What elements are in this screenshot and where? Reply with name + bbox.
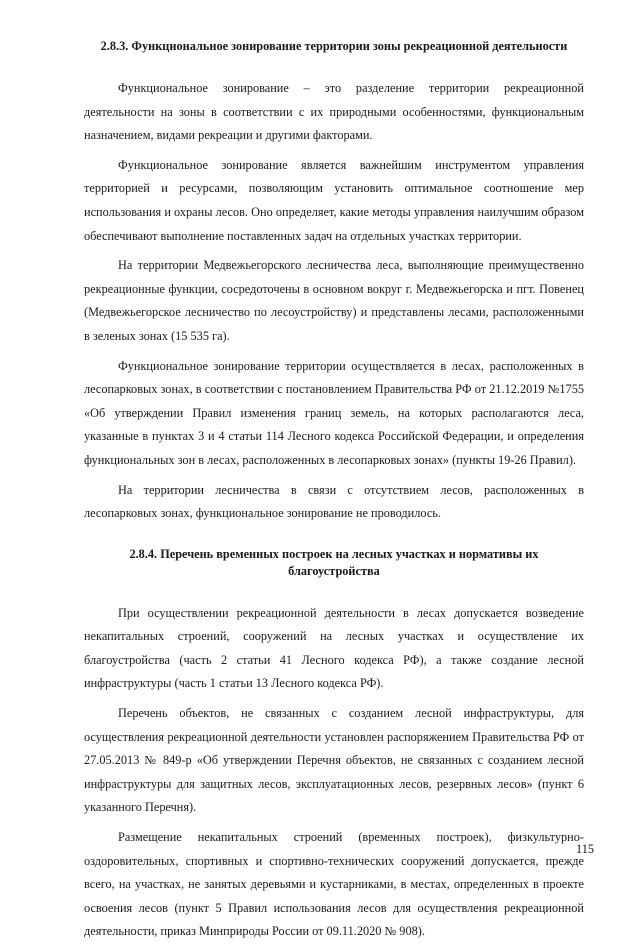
paragraph: Функциональное зонирование является важнейшим инструментом управления территорией и ресурсами, позволяющим установить оптимальное соотношение мер использования и охраны лесов. Оно определяет, какие методы управления наилучшим образом обеспечивают выполнение поставленных задач на отдельных участках территории. [84,157,584,243]
paragraph: Функциональное зонирование – это разделение территории рекреационной деятельности на зоны в соответствии с их природными особенностями, функциональным назначением, видами рекреации и другими факторами. [84,81,584,143]
section-heading-2-8-3: 2.8.3. Функциональное зонирование территории зоны рекреационной деятельности [100,39,568,53]
page-content [84,30,584,950]
paragraph: Размещение некапитальных строений (временных построек), физкультурно-оздоровительных, спортивных и спортивно-технических сооружений допускается, прежде всего, на участках, не занятых деревьями и кустарниками, в местах, определенных в проекте освоения лесов (пункт 5 Правил использования лесов для осуществления рекреационной деятельности, приказ Минприроды России от 09.11.2020 № 908). [84,830,584,939]
paragraph: Функциональное зонирование территории осуществляется в лесах, расположенных в лесопарковых зонах, в соответствии с постановлением Правительства РФ от 21.12.2019 №1755 «Об утверждении Правил изменения границ земель, на которых располагаются леса, указанные в пунктах 3 и 4 статьи 114 Лесного кодекса Российской Федерации, и определения функциональных зон в лесах, расположенных в лесопарковых зонах» (пункты 19-26 Правил). [84,358,584,467]
paragraph: На территории Медвежьегорского лесничества леса, выполняющие преимущественно рекреационные функции, сосредоточены в основном вокруг г. Медвежьегорска и пгт. Повенец (Медвежьегорское лесничество по лесоустройству) и представлены лесами, расположенными в зеленых зонах (15 535 га). [84,258,584,343]
page-number: 115 [576,842,594,856]
section-heading-line-2: благоустройства [288,563,380,578]
section-heading-2-8-4 [84,546,584,580]
section-heading-line-1: 2.8.4. Перечень временных построек на лесных участках и нормативы их [129,546,539,561]
paragraph: При осуществлении рекреационной деятельности в лесах допускается возведение некапитальных строений, сооружений на лесных участках и осуществление их благоустройства (часть 2 статьи 41 Лесного кодекса РФ), а также создание лесной инфраструктуры (часть 1 статьи 13 Лесного кодекса РФ). [84,605,584,691]
paragraph: На территории лесничества в связи с отсутствием лесов, расположенных в лесопарковых зонах, функциональное зонирование не проводилось. [84,482,584,521]
paragraph: Перечень объектов, не связанных с созданием лесной инфраструктуры, для осуществления рекреационной деятельности установлен распоряжением Правительства РФ от 27.05.2013 № 849-р «Об утверждении Перечня объектов, не связанных с созданием лесной инфраструктуры для защитных лесов, эксплуатационных лесов, резервных лесов» (пункт 6 указанного Перечня). [84,706,584,815]
